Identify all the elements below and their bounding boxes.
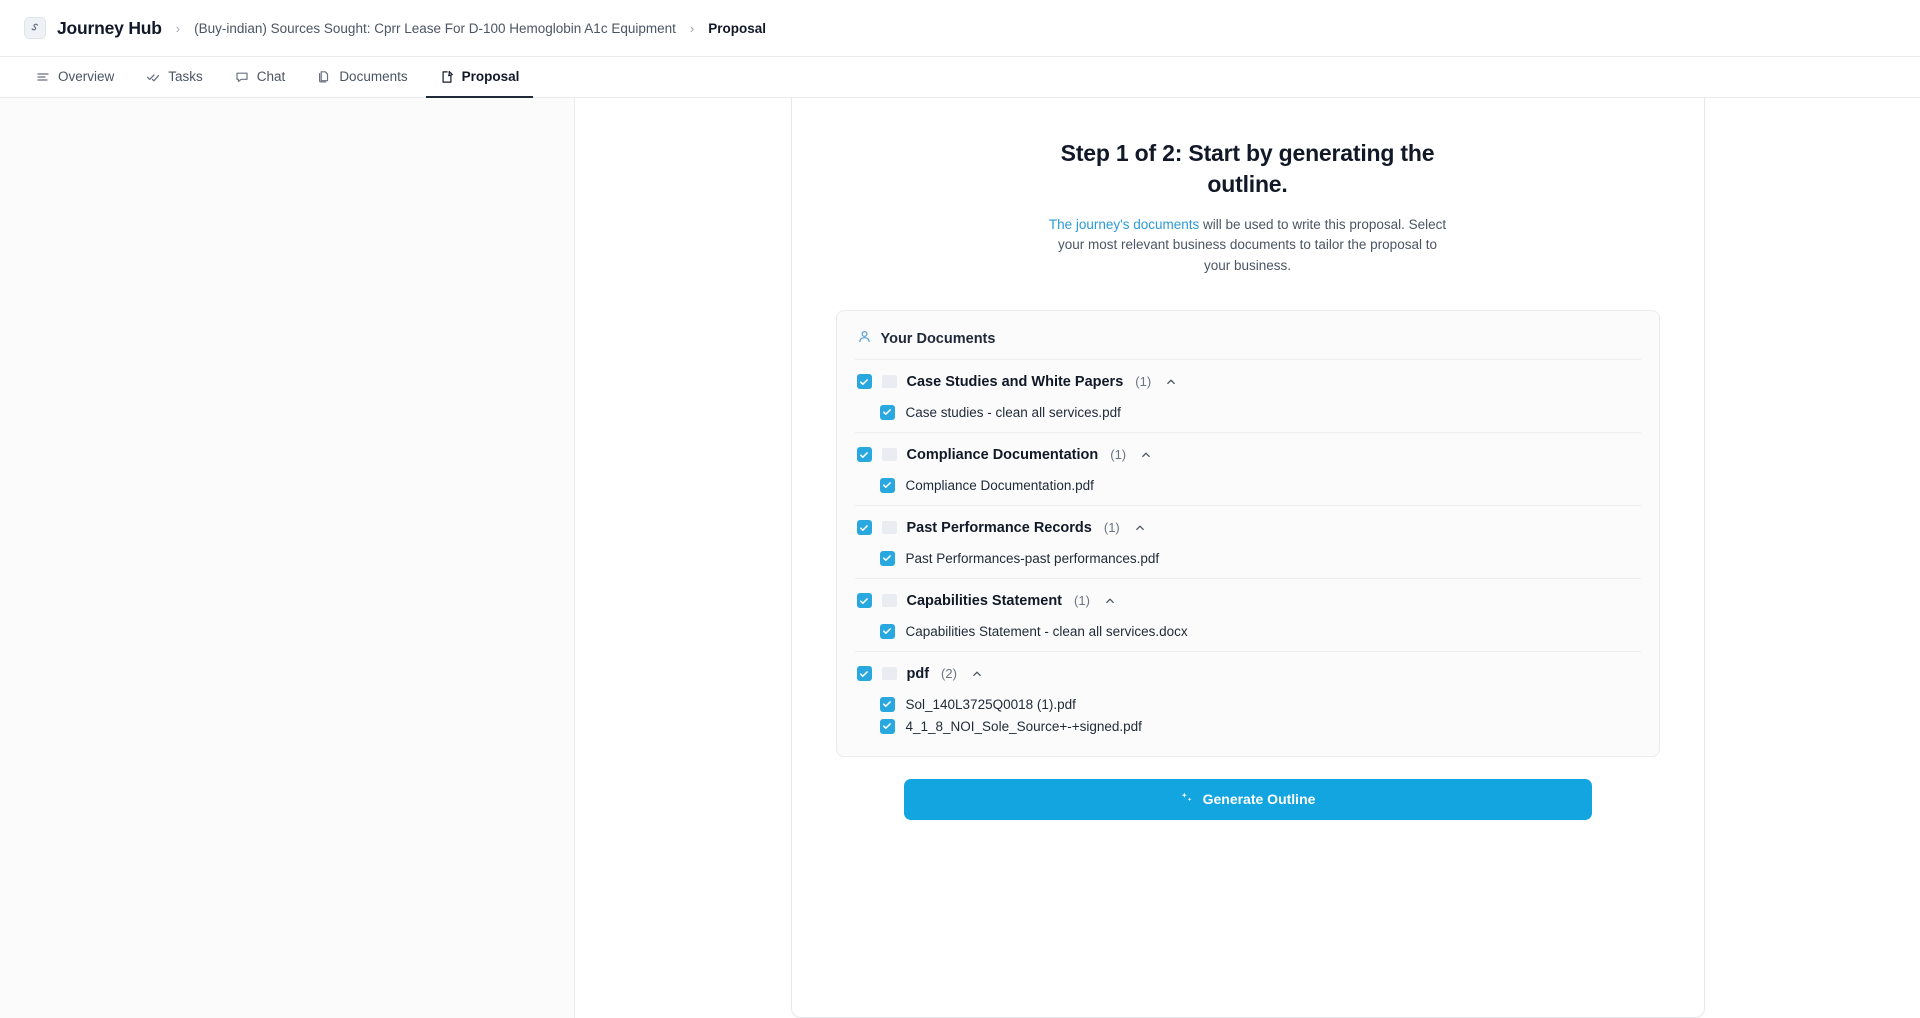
list-item[interactable] — [857, 471, 1639, 493]
list-item[interactable] — [857, 712, 1639, 734]
document-group-header[interactable] — [857, 666, 1639, 682]
list-item[interactable] — [857, 617, 1639, 639]
file-name: Sol_140L3725Q0018 (1).pdf — [905, 696, 1076, 712]
group-files — [857, 544, 1639, 566]
group-files — [857, 617, 1639, 639]
group-files — [857, 471, 1639, 493]
chevron-up-icon[interactable] — [1134, 522, 1146, 534]
generate-outline-label: Generate Outline — [1202, 791, 1316, 808]
brand[interactable] — [24, 17, 162, 39]
document-group — [855, 578, 1641, 651]
tab-chat[interactable] — [221, 57, 300, 98]
check-icon — [146, 70, 160, 84]
left-rail — [0, 98, 575, 1018]
group-name: Capabilities Statement — [906, 592, 1063, 609]
file-checkbox[interactable] — [880, 719, 895, 734]
document-group-header[interactable] — [857, 447, 1639, 463]
document-group-header[interactable] — [857, 374, 1639, 390]
file-checkbox[interactable] — [880, 551, 895, 566]
group-count: (1) — [1103, 520, 1120, 536]
group-count: (1) — [1074, 593, 1090, 609]
document-group — [855, 651, 1641, 746]
group-files — [857, 690, 1639, 734]
proposal-wizard-card — [791, 98, 1705, 1018]
chevron-up-icon[interactable] — [1165, 376, 1177, 388]
group-checkbox[interactable] — [857, 666, 872, 681]
tab-overview[interactable] — [22, 57, 128, 98]
tab-documents[interactable] — [303, 57, 421, 98]
journey-documents-link[interactable]: The journey's documents — [1048, 217, 1200, 233]
page-subtitle — [1048, 215, 1448, 276]
user-icon — [857, 329, 872, 349]
top-bar — [0, 0, 1920, 57]
document-group — [855, 359, 1641, 432]
page-body — [0, 98, 1920, 1018]
your-documents-header — [855, 327, 1641, 359]
group-files — [857, 398, 1639, 420]
page-title: Step 1 of 2: Start by generating the outline. — [1060, 140, 1435, 197]
page-subtitle-rest: will be used to write this proposal. Select your most relevant business documents to tailor the proposal to your business. — [1058, 217, 1447, 273]
list-item[interactable] — [857, 398, 1639, 420]
documents-icon — [317, 70, 331, 84]
brand-name: Journey Hub — [57, 17, 162, 38]
file-checkbox[interactable] — [880, 478, 895, 493]
group-checkbox[interactable] — [857, 374, 872, 389]
group-count: (1) — [1135, 374, 1152, 390]
file-checkbox[interactable] — [880, 697, 895, 712]
file-name: Compliance Documentation.pdf — [905, 477, 1094, 493]
file-checkbox[interactable] — [880, 624, 895, 639]
list-icon — [36, 70, 50, 84]
group-checkbox[interactable] — [857, 447, 872, 462]
group-count: (1) — [1110, 447, 1127, 463]
chevron-up-icon[interactable] — [1104, 595, 1116, 607]
group-name: pdf — [906, 665, 930, 682]
document-group-header[interactable] — [857, 593, 1639, 609]
file-name: Capabilities Statement - clean all services.docx — [905, 623, 1188, 639]
file-name: 4_1_8_NOI_Sole_Source+-+signed.pdf — [905, 718, 1142, 734]
tab-tasks-label: Tasks — [168, 69, 203, 84]
document-group — [855, 432, 1641, 505]
folder-icon — [882, 667, 897, 680]
breadcrumb-current: Proposal — [708, 20, 766, 36]
breadcrumb-separator-1: › — [175, 20, 181, 36]
folder-icon — [882, 448, 897, 461]
tab-bar — [0, 57, 1920, 98]
group-name: Case Studies and White Papers — [906, 373, 1124, 390]
proposal-edit-icon — [440, 70, 454, 84]
tab-tasks[interactable] — [132, 57, 217, 98]
group-name: Compliance Documentation — [906, 446, 1099, 463]
your-documents-panel — [836, 310, 1660, 757]
group-checkbox[interactable] — [857, 520, 872, 535]
list-item[interactable] — [857, 544, 1639, 566]
chevron-up-icon[interactable] — [1140, 449, 1152, 461]
tab-documents-label: Documents — [339, 69, 408, 84]
folder-icon — [882, 594, 897, 607]
main-area — [575, 98, 1920, 1018]
folder-icon — [882, 375, 897, 388]
your-documents-title: Your Documents — [880, 330, 996, 347]
tab-overview-label: Overview — [58, 69, 115, 84]
card-footer — [836, 779, 1660, 820]
tab-proposal-label: Proposal — [461, 69, 520, 84]
file-name: Past Performances-past performances.pdf — [905, 550, 1160, 566]
folder-icon — [882, 521, 897, 534]
tab-proposal[interactable] — [426, 57, 534, 98]
document-group — [855, 505, 1641, 578]
list-item[interactable] — [857, 690, 1639, 712]
file-name: Case studies - clean all services.pdf — [905, 404, 1121, 420]
group-count: (2) — [941, 666, 957, 682]
generate-outline-button[interactable] — [904, 779, 1592, 820]
file-checkbox[interactable] — [880, 405, 895, 420]
chevron-up-icon[interactable] — [971, 668, 983, 680]
breadcrumb-journey-title[interactable]: (Buy-indian) Sources Sought: Cprr Lease For D-100 Hemoglobin A1c Equipment — [194, 20, 676, 36]
sparkle-icon — [1180, 791, 1194, 808]
chat-icon — [235, 70, 249, 84]
tab-chat-label: Chat — [256, 69, 286, 84]
breadcrumb-separator-2: › — [689, 20, 695, 36]
app-logo-icon — [24, 17, 46, 39]
group-name: Past Performance Records — [906, 519, 1092, 536]
document-group-header[interactable] — [857, 520, 1639, 536]
group-checkbox[interactable] — [857, 593, 872, 608]
